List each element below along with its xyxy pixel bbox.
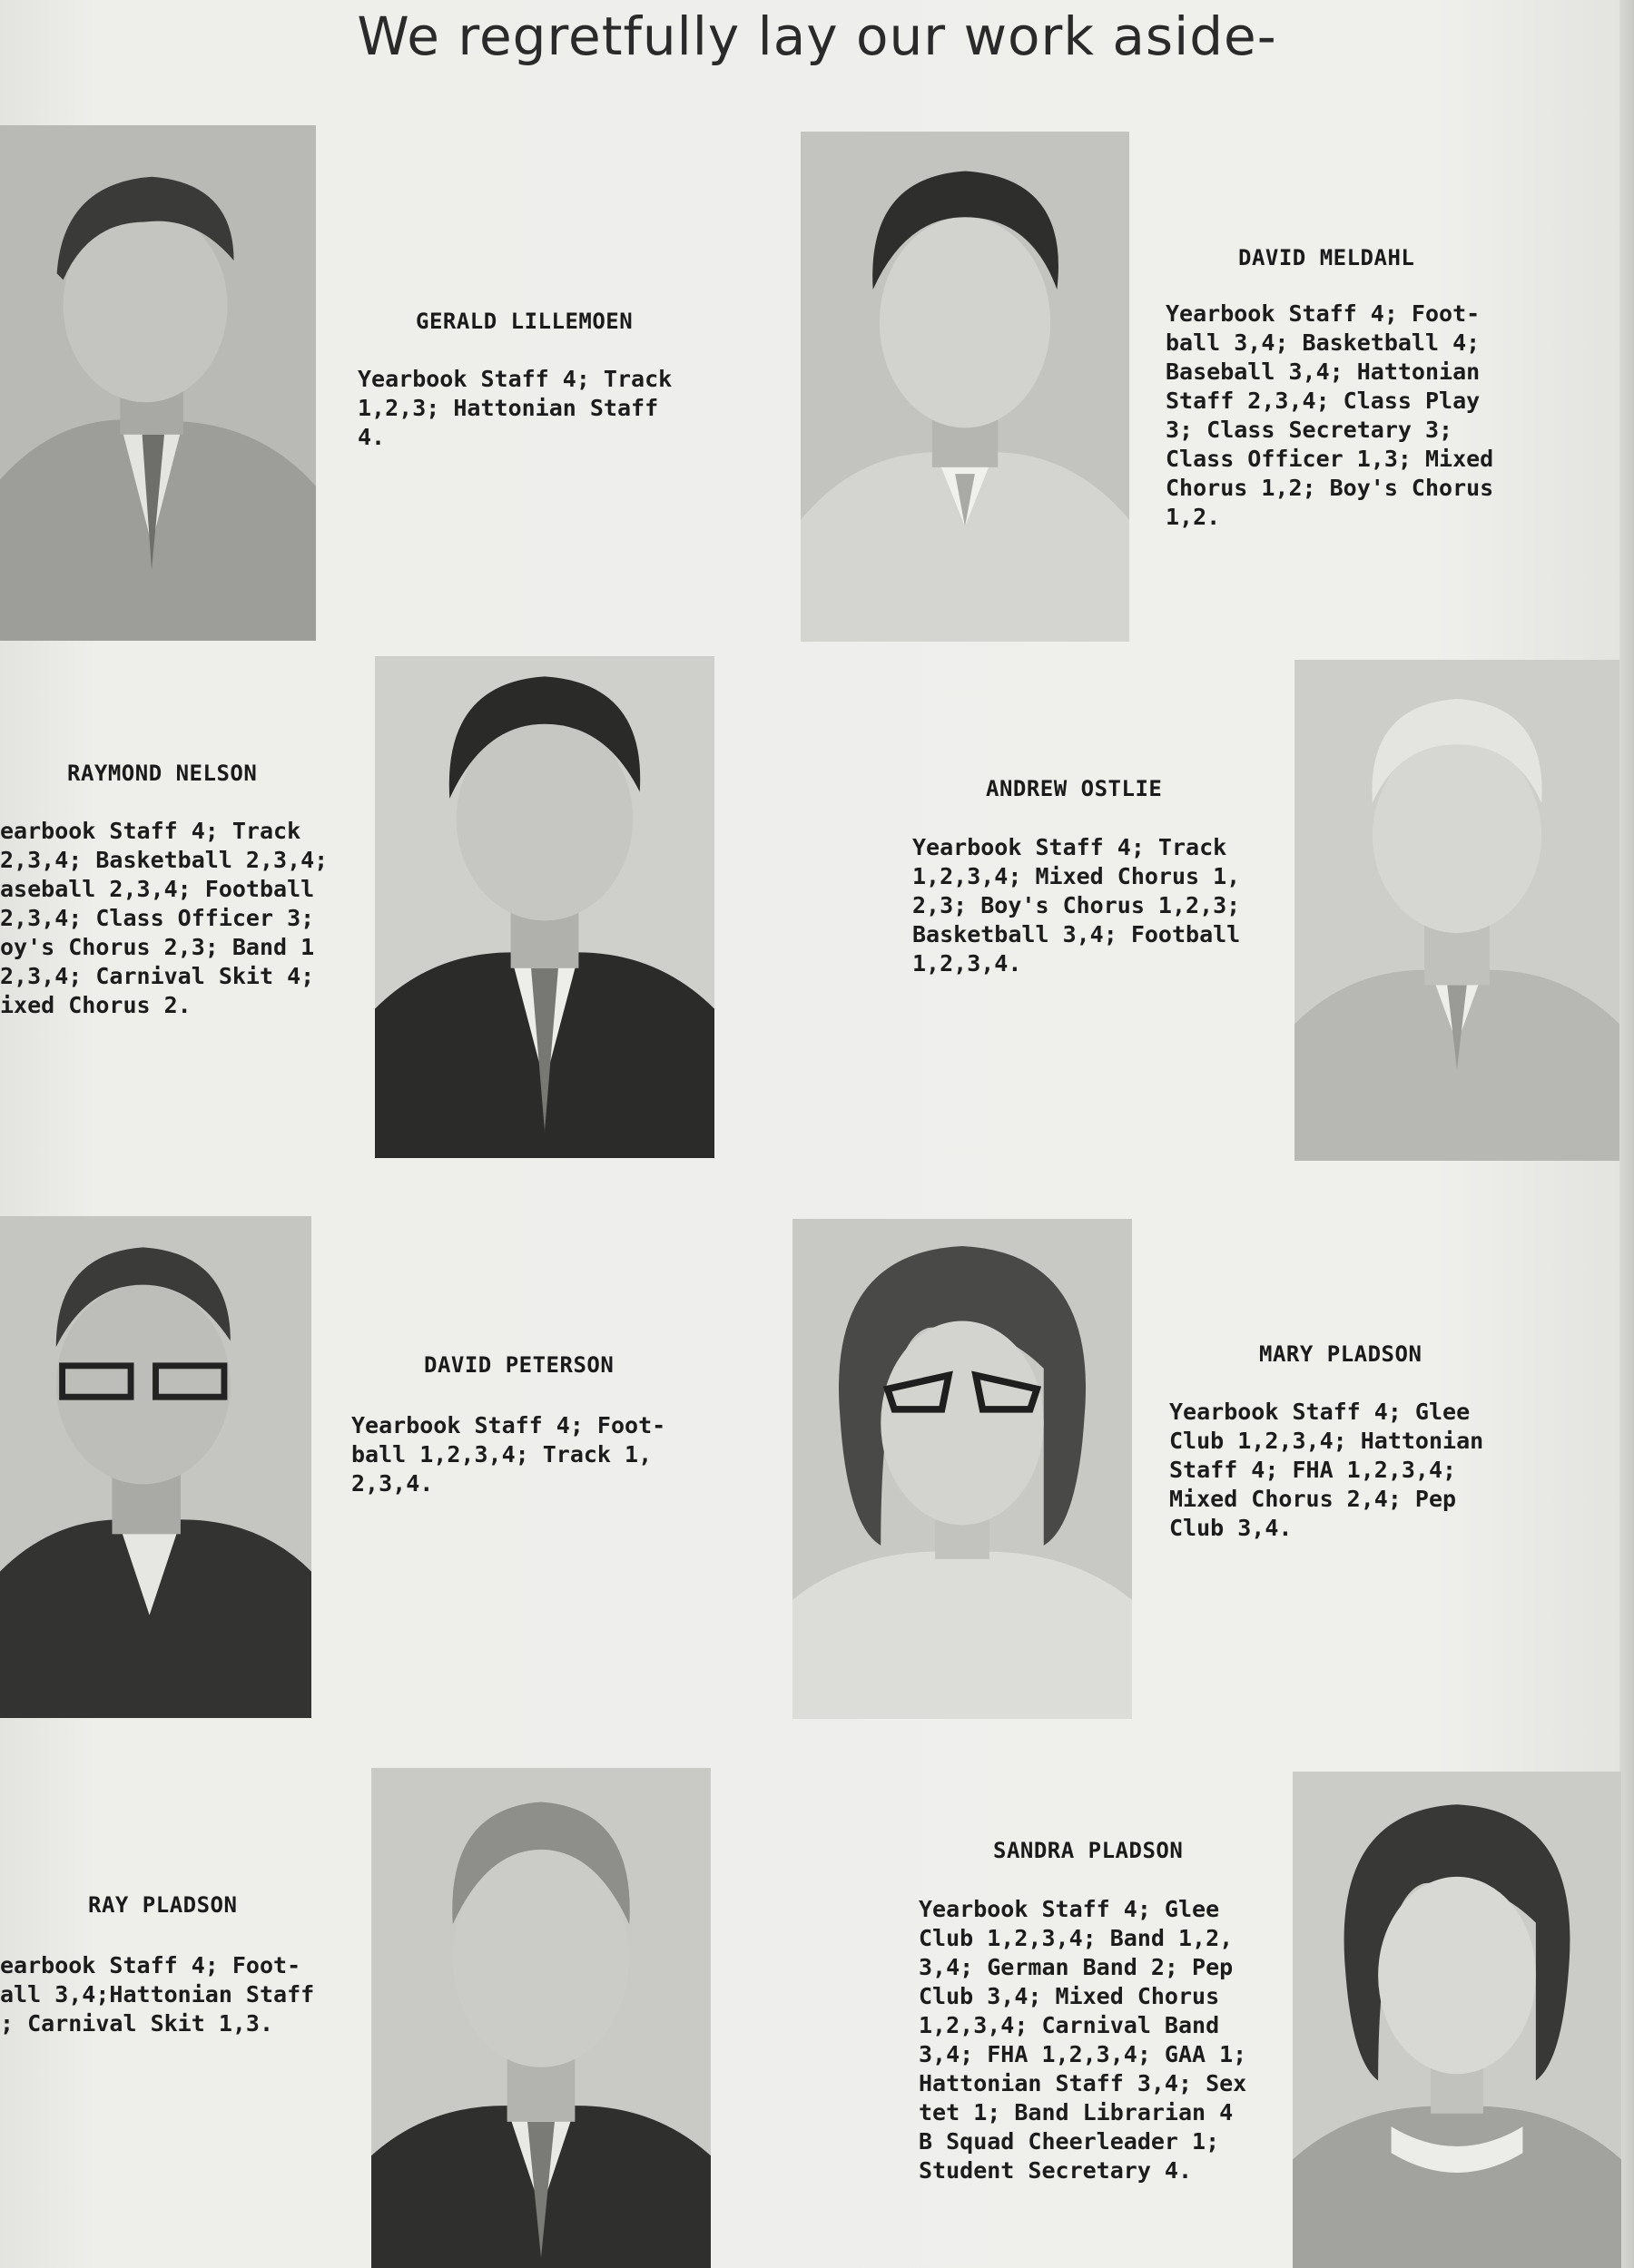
student-name: DAVID MELDAHL bbox=[1238, 245, 1415, 270]
page-binding-edge bbox=[1619, 0, 1634, 2268]
student-name: ANDREW OSTLIE bbox=[986, 776, 1163, 801]
student-name: RAYMOND NELSON bbox=[67, 761, 258, 786]
portrait-david-meldahl bbox=[801, 132, 1129, 642]
student-name: GERALD LILLEMOEN bbox=[416, 309, 634, 334]
portrait-ray-pladson bbox=[371, 1768, 711, 2268]
portrait-mary-pladson bbox=[792, 1219, 1132, 1719]
student-bio: Yearbook Staff 4; Glee Club 1,2,3,4; Band 1,2, 3,4; German Band 2; Pep Club 3,4; Mixed Chorus 1,2,3,4; Carnival Band 3,4; FHA 1,2,3,4; GAA 1; Hattonian Staff 3,4; Sex tet 1; Band Librarian 4 B Squad Cheerleader 1; Student Secretary 4. bbox=[919, 1896, 1247, 2184]
student-name: SANDRA PLADSON bbox=[993, 1838, 1184, 1863]
student-bio: Yearbook Staff 4; Track 1,2,3; Hattonian Staff 4. bbox=[358, 366, 673, 450]
student-name: MARY PLADSON bbox=[1259, 1341, 1422, 1367]
page-title: We regretfully lay our work aside- bbox=[357, 5, 1277, 67]
portrait-andrew-ostlie bbox=[1294, 660, 1619, 1161]
portrait-david-peterson bbox=[0, 1216, 311, 1718]
portrait-raymond-nelson bbox=[375, 656, 714, 1158]
student-bio: Yearbook Staff 4; Foot- ball 3,4; Basketball 4; Baseball 3,4; Hattonian Staff 2,3,4; Class Play 3; Class Secretary 3; Class Officer 1,3; Mixed Chorus 1,2; Boy's Chorus 1,2. bbox=[1166, 300, 1494, 530]
student-name: DAVID PETERSON bbox=[424, 1352, 615, 1378]
student-bio: earbook Staff 4; Track 2,3,4; Basketball 2,3,4; aseball 2,3,4; Football 2,3,4; Class Officer 3; oy's Chorus 2,3; Band 1 2,3,4; Carnival Skit 4; ixed Chorus 2. bbox=[0, 818, 329, 1018]
student-bio: Yearbook Staff 4; Track 1,2,3,4; Mixed Chorus 1, 2,3; Boy's Chorus 1,2,3; Basketball 3,4; Football 1,2,3,4. bbox=[912, 834, 1241, 977]
student-bio: Yearbook Staff 4; Glee Club 1,2,3,4; Hattonian Staff 4; FHA 1,2,3,4; Mixed Chorus 2,4; Pep Club 3,4. bbox=[1169, 1399, 1484, 1541]
student-bio: Yearbook Staff 4; Foot- ball 1,2,3,4; Track 1, 2,3,4. bbox=[351, 1412, 666, 1497]
student-name: RAY PLADSON bbox=[88, 1892, 238, 1918]
portrait-sandra-pladson bbox=[1293, 1772, 1621, 2268]
portrait-gerald-lillemoen bbox=[0, 125, 316, 641]
student-bio: earbook Staff 4; Foot- all 3,4;Hattonian Staff ; Carnival Skit 1,3. bbox=[0, 1952, 315, 2037]
